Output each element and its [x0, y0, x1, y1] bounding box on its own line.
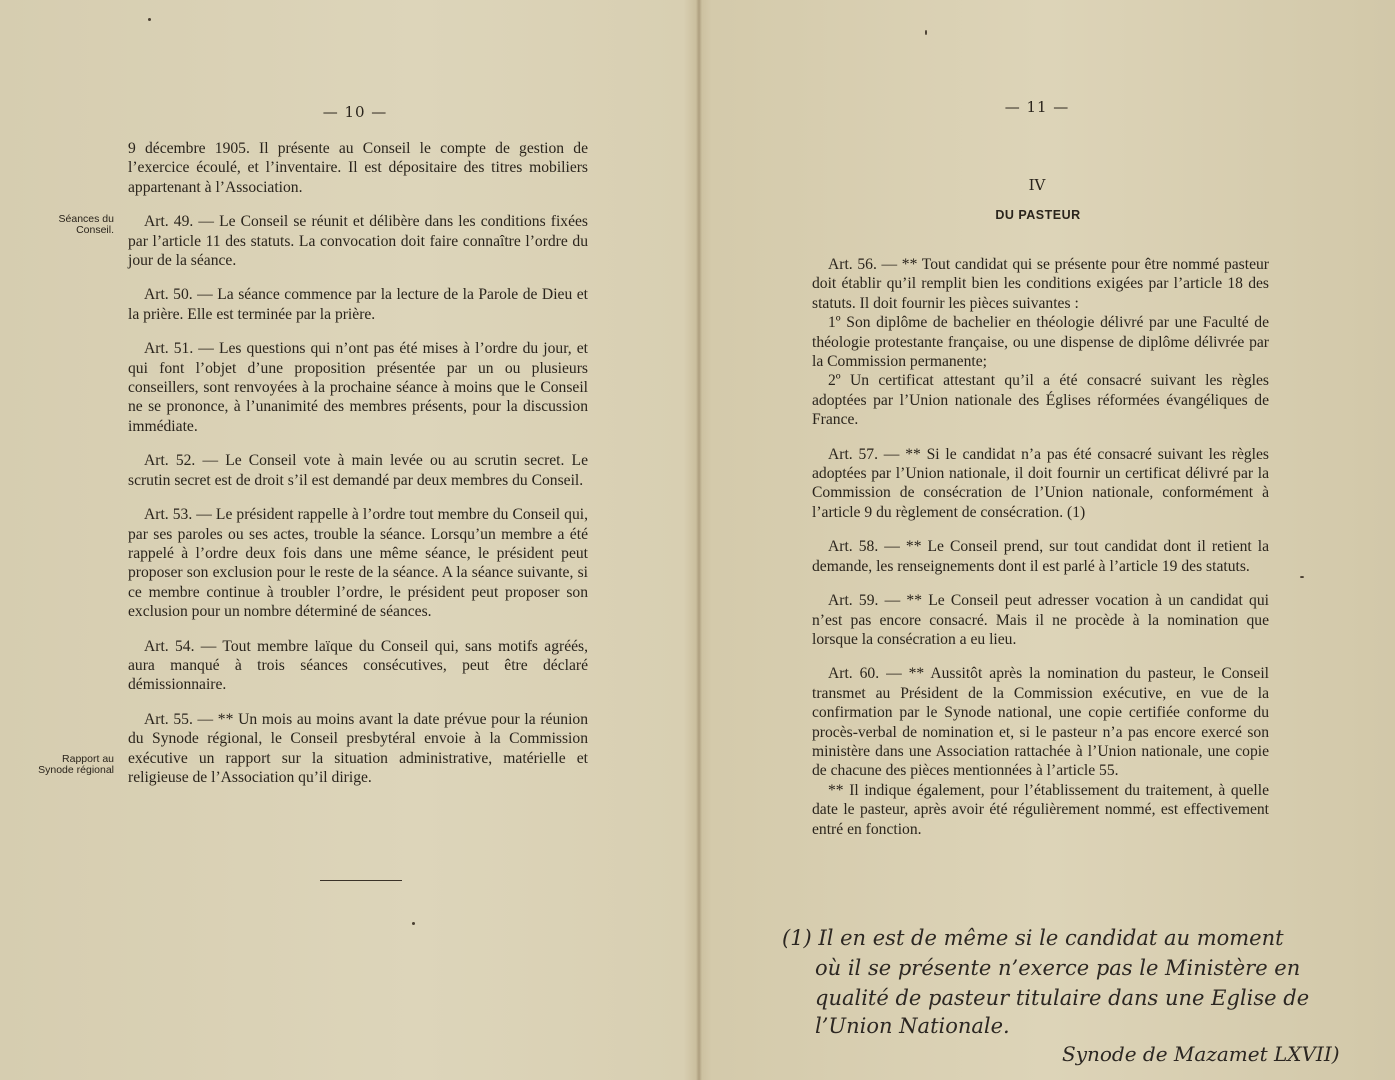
article-49: Art. 49. — Le Conseil se réunit et délibère dans les conditions fixées par l’article 11 des statuts. La convocation doit faire connaître l’ordre du jour de la séance.	[128, 213, 588, 270]
book-gutter	[696, 0, 702, 1080]
left-page-number: — 10 —	[322, 103, 388, 121]
article-59: Art. 59. — ** Le Conseil peut adresser vocation à un candidat qui n’est pas encore consacré. Mais il ne procède à la nomination que lorsque la consécration a eu lieu.	[812, 592, 1269, 648]
handwritten-line: où il se présente n’exerce pas le Ministère en	[815, 956, 1301, 980]
article-53: Art. 53. — Le président rappelle à l’ordre tout membre du Conseil qui, par ses paroles ou ses actes, trouble la séance. Lorsqu’un membre a été rappelé à l’ordre deux fois dans une même séance, le président peut proposer son exclusion pour le reste de la séance. A la séance suivante, si ce membre continue à troubler l’ordre, le président peut proposer son exclusion pour un nombre déterminé de séances.	[128, 506, 588, 621]
margin-note-seances: Séances du Conseil.	[58, 213, 114, 236]
article-51: Art. 51. — Les questions qui n’ont pas été mises à l’ordre du jour, et qui font l’objet d’une proposition présentée par un ou plusieurs conseillers, sont renvoyées à la prochaine séance à moins que le Conseil ne se prononce, à l’unanimité des membres présents, pour la discussion immédiate.	[128, 340, 588, 435]
handwritten-line: qualité de pasteur titulaire dans une Eglise de	[815, 986, 1310, 1010]
right-page-text	[812, 255, 1269, 839]
article-57: Art. 57. — ** Si le candidat n’a pas été consacré suivant les règles adoptées par l’Union nationale, il doit fournir un certificat délivré par la Commission de consécration de l’Union nationale, conformément à l’article 9 du règlement de consécration. (1)	[812, 445, 1269, 521]
end-rule	[320, 880, 402, 881]
handwritten-line: (1) Il en est de même si le candidat au moment	[782, 926, 1284, 950]
right-page-number: — 11 —	[1004, 98, 1070, 116]
item-1: 1º Son diplôme de bachelier en théologie délivré par une Faculté de théologie protestante française, ou une dispense de diplôme délivrée par la Commission permanente;	[812, 314, 1269, 371]
ink-spot	[148, 18, 151, 21]
article-60: Art. 60. — ** Aussitôt après la nomination du pasteur, le Conseil transmet au Président de la Commission exécutive, en vue de la confirmation par le Synode national, une copie certifiée conforme du procès-verbal de nomination et, si le pasteur n’a pas encore exercé son ministère dans une Association rattachée à l’Union nationale, une copie de chacune des pièces mentionnées à l’article 55.	[812, 665, 1269, 780]
section-title: DU PASTEUR	[995, 208, 1081, 222]
margin-note-rapport: Rapport au Synode régional	[38, 753, 114, 776]
article-55: Art. 55. — ** Un mois au moins avant la date prévue pour la réunion du Synode régional, le Conseil presbytéral envoie à la Commission exécutive un rapport sur la situation administrative, matérielle et religieuse de l’Association qu’il dirige.	[128, 710, 588, 786]
section-number: IV	[1028, 176, 1046, 194]
left-page-text	[128, 139, 588, 802]
article-52: Art. 52. — Le Conseil vote à main levée ou au scrutin secret. Le scrutin secret est de droit s’il est demandé par deux membres du Conseil.	[128, 452, 588, 489]
paragraph: 9 décembre 1905. Il présente au Conseil le compte de gestion de l’exercice écoulé, et l’inventaire. Il est dépositaire des titres mobiliers appartenant à l’Association.	[128, 140, 588, 196]
article-56: Art. 56. — ** Tout candidat qui se présente pour être nommé pasteur doit établir qu’il remplit bien les conditions exigées par l’article 18 des statuts. Il doit fournir les pièces suivantes :	[812, 256, 1269, 312]
article-60-continued: ** Il indique également, pour l’établissement du traitement, à quelle date le pasteur, après avoir été régulièrement nommé, est effectivement entré en fonction.	[812, 781, 1269, 838]
item-2: 2º Un certificat attestant qu’il a été consacré suivant les règles adoptées par l’Union nationale des Églises réformées évangéliques de France.	[812, 372, 1269, 429]
handwritten-line: l’Union Nationale.	[815, 1014, 1010, 1038]
ink-spot	[1300, 576, 1304, 578]
article-58: Art. 58. — ** Le Conseil prend, sur tout candidat dont il retient la demande, les renseignements dont il est parlé à l’article 19 des statuts.	[812, 538, 1269, 575]
ink-spot	[925, 30, 927, 35]
ink-spot	[412, 922, 415, 925]
handwritten-signature: Synode de Mazamet LXVII)	[1062, 1042, 1340, 1066]
article-54: Art. 54. — Tout membre laïque du Conseil qui, sans motifs agréés, aura manqué à trois séances consécutives, peut être déclaré démissionnaire.	[128, 637, 588, 694]
article-50: Art. 50. — La séance commence par la lecture de la Parole de Dieu et la prière. Elle est terminée par la prière.	[128, 286, 588, 323]
